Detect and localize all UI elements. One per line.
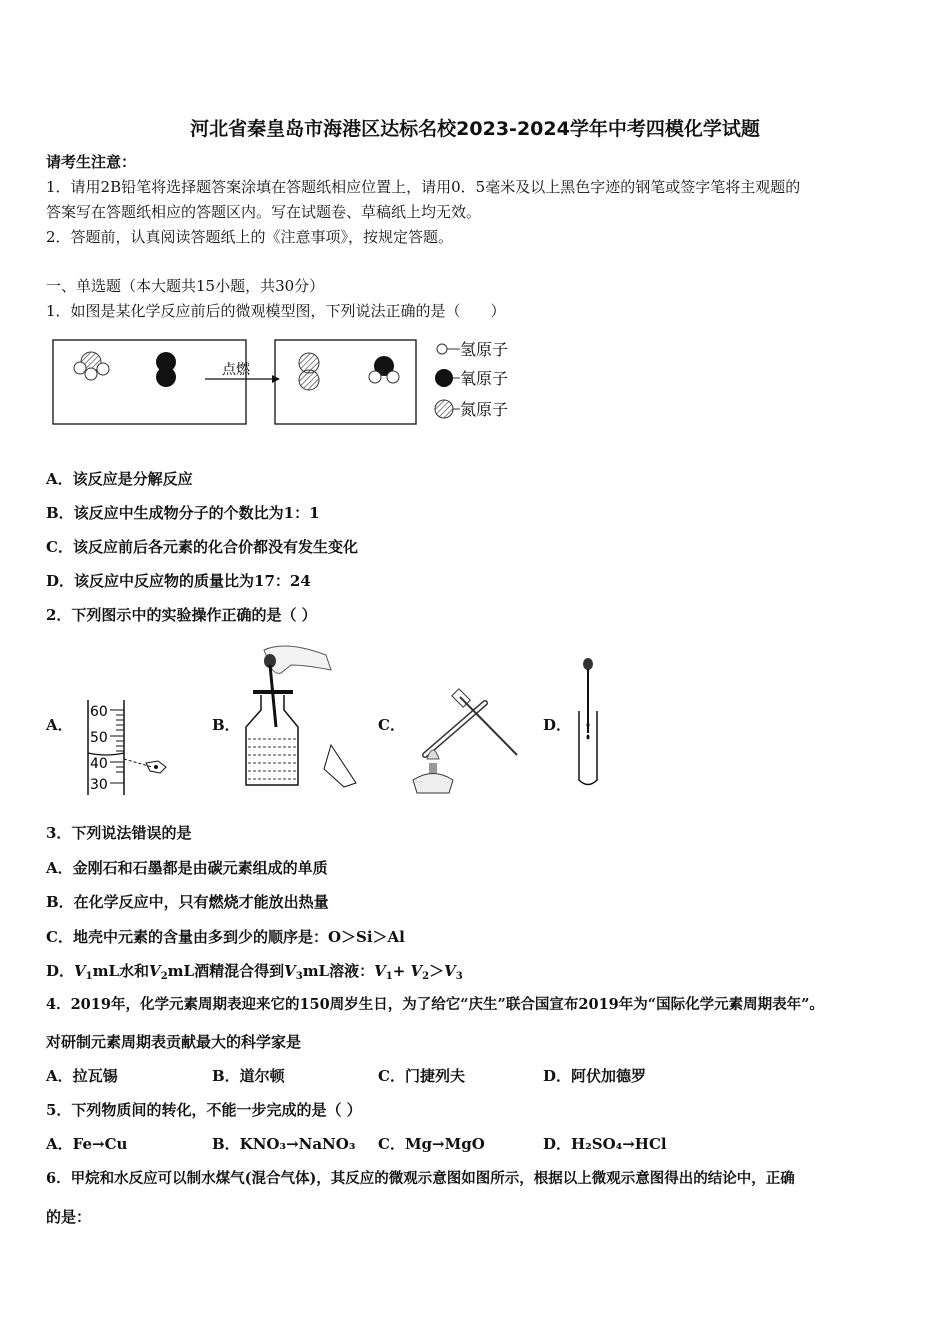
q3-d-v3: V xyxy=(284,962,296,980)
q5-option-b: B．KNO₃→NaNO₃ xyxy=(212,1135,356,1153)
q3-d-sub5: 2 xyxy=(422,971,430,982)
q3-d-v4: V xyxy=(374,962,386,980)
legend-nitrogen: 氮原子 xyxy=(460,400,509,419)
q2-stem: 2．下列图示中的实验操作正确的是（ ） xyxy=(46,606,317,624)
q6-stem-line2: 的是： xyxy=(46,1208,92,1226)
q1-option-c: C．该反应前后各元素的化合价都没有发生变化 xyxy=(46,538,358,556)
q4-stem-line1: 4．2019年，化学元素周期表迎来它的150周岁生日，为了给它“庆生”联合国宣布2019年为“国际化学元素周期表年”。 xyxy=(46,996,824,1013)
water-molecule xyxy=(369,356,399,383)
q2-label-c: C． xyxy=(378,716,405,734)
nitrogen-legend-icon xyxy=(435,400,453,418)
q3-d-v2: V xyxy=(149,962,161,980)
q3-d-v1: V xyxy=(74,962,86,980)
alcohol-lamp-icon xyxy=(413,774,453,794)
q6-stem-line1: 6．甲烷和水反应可以制水煤气(混合气体)，其反应的微观示意图如图所示，根据以上微观示意图得出的结论中，正确 xyxy=(46,1170,795,1187)
dropper-test-tube-image xyxy=(568,655,608,795)
tick-60: 60 xyxy=(90,704,108,720)
q3-option-d xyxy=(46,961,463,987)
q5-option-d: D．H₂SO₄→HCl xyxy=(543,1135,667,1153)
q1-molecule-diagram xyxy=(50,336,530,428)
tick-40: 40 xyxy=(90,756,108,772)
q4-option-a: A．拉瓦锡 xyxy=(46,1067,118,1085)
q4-option-d: D．阿伏加德罗 xyxy=(543,1067,647,1085)
hydrogen-legend-icon xyxy=(437,344,447,354)
q4-option-c: C．门捷列夫 xyxy=(378,1067,465,1085)
q2-label-d: D． xyxy=(543,716,572,734)
q3-d-sub2: 2 xyxy=(160,971,168,982)
q1-option-d: D．该反应中反应物的质量比为17：24 xyxy=(46,572,311,590)
q1-option-a: A．该反应是分解反应 xyxy=(46,470,193,488)
dropper-bottle-image xyxy=(236,635,366,795)
legend xyxy=(435,340,508,419)
q3-d-text4: + xyxy=(392,962,411,980)
graduated-cylinder-image xyxy=(80,695,175,800)
nitrogen-molecule xyxy=(299,353,319,390)
q5-option-c: C．Mg→MgO xyxy=(378,1135,485,1153)
notice-line-1b: 答案写在答题纸相应的答题区内。写在试题卷、草稿纸上均无效。 xyxy=(46,203,482,221)
notice-heading: 请考生注意： xyxy=(46,153,137,171)
q3-option-c: C．地壳中元素的含量由多到少的顺序是：O＞Si＞Al xyxy=(46,928,405,946)
page-title: 河北省秦皇岛市海港区达标名校2023-2024学年中考四模化学试题 xyxy=(190,118,760,140)
reactant-box xyxy=(53,340,246,424)
q3-d-sub3: 3 xyxy=(295,971,303,982)
section-heading: 一、单选题（本大题共15小题，共30分） xyxy=(46,277,325,295)
q5-option-a: A．Fe→Cu xyxy=(46,1135,128,1153)
notice-line-2: 2．答题前，认真阅读答题纸上的《注意事项》，按规定答题。 xyxy=(46,228,454,246)
ammonia-molecule xyxy=(74,352,109,380)
q3-d-v5: V xyxy=(410,962,423,980)
notice-line-1: 1．请用2B铅笔将选择题答案涂填在答题纸相应位置上，请用0．5毫米及以上黑色字迹的钢笔或签字笔将主观题的 xyxy=(46,178,801,196)
oxygen-legend-icon xyxy=(435,369,453,387)
q2-label-a: A． xyxy=(46,716,73,734)
q4-stem-line2: 对研制元素周期表贡献最大的科学家是 xyxy=(46,1033,302,1051)
q3-d-text1: mL水和 xyxy=(92,962,150,980)
legend-hydrogen: 氢原子 xyxy=(460,340,509,359)
q2-label-b: B． xyxy=(212,716,240,734)
q3-d-sub6: 3 xyxy=(455,971,463,982)
q5-stem: 5．下列物质间的转化，不能一步完成的是（ ） xyxy=(46,1101,362,1119)
q4-option-b: B．道尔顿 xyxy=(212,1067,285,1085)
q3-option-b: B．在化学反应中，只有燃烧才能放出热量 xyxy=(46,893,329,911)
oxygen-molecule xyxy=(156,352,176,387)
heating-test-tube-image xyxy=(405,685,525,800)
q3-d-prefix: D． xyxy=(46,962,75,980)
q3-d-text2: mL酒精混合得到 xyxy=(167,962,285,980)
q3-d-text5: ＞ xyxy=(429,962,445,980)
q3-d-sub1: 1 xyxy=(85,971,93,982)
arrow-label: 点燃 xyxy=(222,362,250,378)
q3-d-text3: mL溶液： xyxy=(302,962,375,980)
q3-stem: 3．下列说法错误的是 xyxy=(46,824,192,842)
legend-oxygen: 氧原子 xyxy=(460,369,509,388)
q3-d-v6: V xyxy=(444,962,456,980)
stopper-icon xyxy=(324,745,356,787)
tick-50: 50 xyxy=(90,730,108,746)
q1-option-b: B．该反应中生成物分子的个数比为1：1 xyxy=(46,504,320,522)
q1-stem: 1．如图是某化学反应前后的微观模型图，下列说法正确的是（ ） xyxy=(46,302,506,320)
tick-30: 30 xyxy=(90,777,108,793)
q3-d-sub4: 1 xyxy=(385,971,393,982)
q3-option-a: A．金刚石和石墨都是由碳元素组成的单质 xyxy=(46,859,328,877)
